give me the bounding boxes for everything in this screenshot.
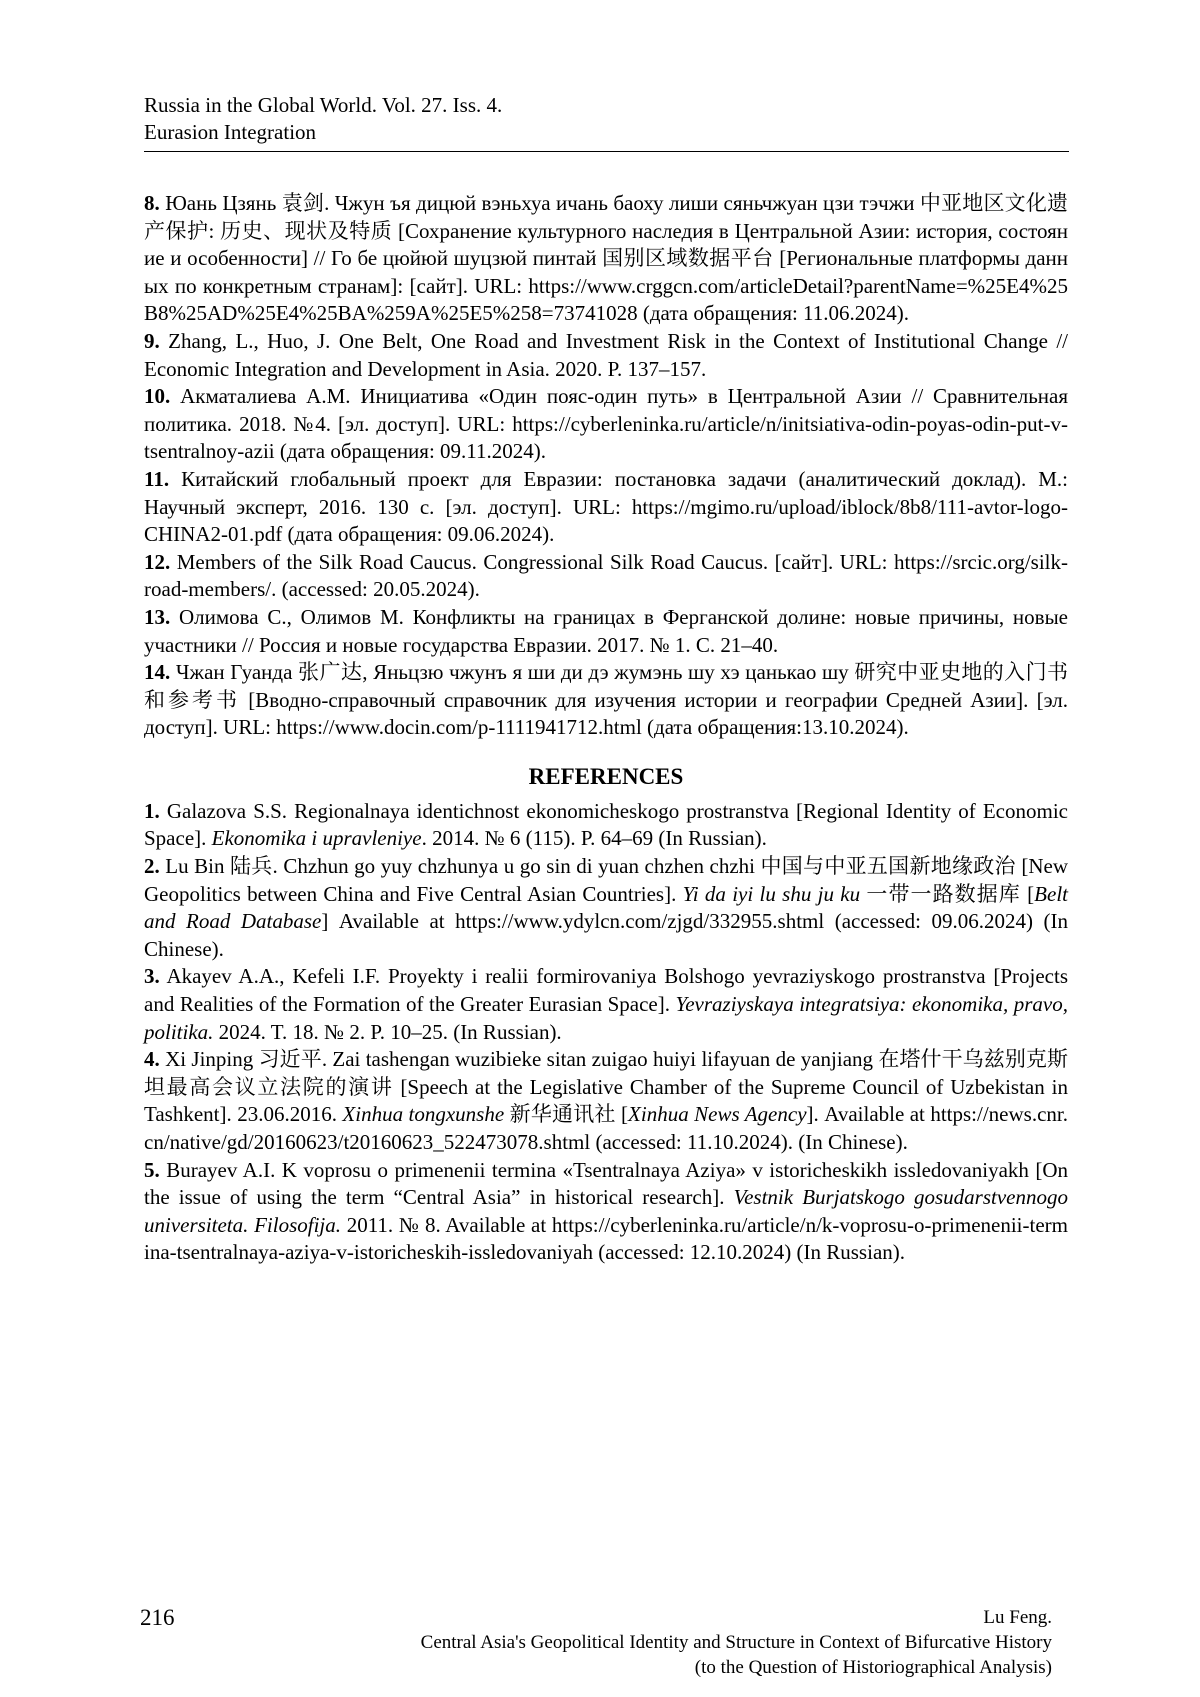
item-text: Юань Цзянь 袁剑. Чжун ъя дицюй вэньхуа ичань баоху лиши сяньчжуан цзи тэчжи 中亚地区文化遗产保护: 历史、现状及特质 [Сохранение культурного наследия в Центральной Азии: история, состояние и особенности] // Го бе цюйюй шуцзюй пинтай 国别区域数据平台 [Региональные платформы данных по конкретным странам]: [сайт]. URL: https://www.crggcn.com/articleDetail?parentName=%25E4%25B8%25AD%25E4%25BA%259A%25E5%258=73741028 (дата обращения: 11.06.2024). — [144, 191, 1068, 326]
item-text: Members of the Silk Road Caucus. Congressional Silk Road Caucus. [сайт]. URL: https://srcic.org/silk-road-members/. (accessed: 20.05.2024). — [144, 549, 1069, 602]
reference-list-continued — [144, 190, 1068, 742]
item-number: 3. — [144, 964, 160, 989]
reference-item — [144, 798, 1068, 853]
item-text: Олимова С., Олимов М. Конфликты на границах в Ферганской долине: новые причины, новые участники // Россия и новые государства Евразии. 2017. № 1. С. 21–40. — [144, 604, 1069, 657]
reference-item — [144, 963, 1068, 1046]
item-text: Xi Jinping 习近平. Zai tashengan wuzibieke sitan zuigao huiyi lifayuan de yanjiang 在塔什干乌兹别克斯坦最高会议立法院的演讲 [Speech at the Legislative Chamber of the Supreme Council of Uzbekistan in Tashkent]. 23.06.2016. — [144, 1047, 1069, 1127]
item-text: Китайский глобальный проект для Евразии: постановка задачи (аналитический доклад). М.: Научный эксперт, 2016. 130 с. [эл. доступ]. URL: https://mgimo.ru/upload/iblock/8b8/111-avtor-logo-CHINA2-01.pdf (дата обращения: 09.06.2024). — [144, 466, 1068, 547]
item-text: . 2014. № 6 (115). P. 64–69 (In Russian). — [421, 826, 767, 851]
item-number: 10. — [144, 384, 171, 409]
item-number: 14. — [144, 660, 171, 685]
item-number: 8. — [144, 191, 160, 215]
journal-title-italic: Ekonomika i upravleniye — [211, 826, 422, 851]
footer-title-line1: Central Asia's Geopolitical Identity and Structure in Context of Bifurcative History — [420, 1632, 1052, 1653]
header-rule — [144, 151, 1069, 152]
item-text: 2011. № 8. Available at https://cyberleninka.ru/article/n/k-voprosu-o-primenenii-termina-tsentralnaya-aziya-v-istoricheskih-issledovaniyah (accessed: 12.10.2024) (In Russian). — [144, 1212, 1068, 1265]
item-text: Burayev A.I. K voprosu o primenenii termina «Tsentralnaya Aziya» v istoricheskikh issledovaniyakh [On the issue of using the term “Central Asia” in historical research]. — [144, 1157, 1069, 1210]
running-footer — [252, 1605, 1052, 1680]
item-text: Galazova S.S. Regionalnaya identichnost ekonomicheskogo prostranstva [Regional Identity of Economic Space]. — [144, 798, 1068, 851]
references-list — [144, 798, 1068, 1267]
item-number: 5. — [144, 1157, 160, 1182]
item-text: 新华通讯社 [ — [504, 1102, 629, 1127]
reference-item — [144, 853, 1068, 963]
list-item — [144, 604, 1068, 659]
journal-title-italic: Vestnik Burjatskogo gosudarstvennogo universiteta. Filosofija. — [144, 1185, 1068, 1237]
item-text: 2024. T. 18. № 2. P. 10–25. (In Russian). — [213, 1019, 562, 1044]
item-text: Zhang, L., Huo, J. One Belt, One Road and Investment Risk in the Context of Institutional Change // Economic Integration and Development in Asia. 2020. P. 137–157. — [144, 328, 1069, 381]
journal-title: Russia in the Global World. Vol. 27. Iss. 4. — [144, 93, 503, 117]
running-header — [144, 92, 1069, 146]
journal-title-italic: Yevraziyskaya integratsiya: ekonomika, pravo, politika. — [144, 992, 1068, 1044]
item-number: 4. — [144, 1047, 160, 1072]
item-text: Акматалиева А.М. Инициатива «Один пояс-один путь» в Центральной Азии // Сравнительная политика. 2018. №4. [эл. доступ]. URL: https://cyberleninka.ru/article/n/initsiativa-odin-poyas-odin-put-v-tsentralnoy-azii (дата обращения: 09.11.2024). — [144, 384, 1068, 464]
source-title-italic: Yi da iyi lu shu ju ku — [682, 881, 861, 906]
item-number: 1. — [144, 798, 160, 823]
item-number: 13. — [144, 604, 171, 629]
list-item — [144, 466, 1068, 549]
footer-author: Lu Feng. — [983, 1607, 1052, 1628]
source-title-italic: Xinhua tongxunshe — [342, 1102, 505, 1127]
source-title-italic: Belt and Road Database — [144, 881, 1068, 934]
item-number: 12. — [144, 549, 171, 574]
list-item — [144, 328, 1068, 383]
item-number: 2. — [144, 854, 160, 879]
reference-item — [144, 1157, 1068, 1267]
item-number: 9. — [144, 328, 160, 353]
page-number: 216 — [140, 1605, 175, 1630]
item-text: 一带一路数据库 [ — [860, 881, 1035, 906]
list-item — [144, 190, 1068, 328]
source-title-italic: Xinhua News Agency — [628, 1102, 807, 1127]
item-text: ] Available at https://www.ydylcn.com/zjgd/332955.shtml (accessed: 09.06.2024) (In Chinese). — [144, 909, 1069, 961]
list-item — [144, 659, 1068, 742]
footer-title-line2: (to the Question of Historiographical Analysis) — [694, 1657, 1052, 1678]
item-text: Чжан Гуанда 张广达, Яньцзю чжунъ я ши ди дэ жумэнь шу хэ цанькао шу 研究中亚史地的入门书和参考书 [Вводно-справочный справочник для изучения истории и географии Средней Азии]. [эл. доступ]. URL: https://www.docin.com/p-1111941712.html (дата обращения:13.10.2024). — [144, 660, 1068, 740]
item-text: ]. Available at https://news.cnr.cn/native/gd/20160623/t20160623_522473078.shtml (accessed: 11.10.2024). (In Chinese). — [144, 1102, 1068, 1154]
list-item — [144, 549, 1068, 604]
references-heading: REFERENCES — [528, 763, 684, 789]
item-number: 11. — [144, 466, 170, 491]
reference-item — [144, 1046, 1068, 1156]
item-text: Akayev A.A., Kefeli I.F. Proyekty i realii formirovaniya Bolshogo yevraziyskogo prostranstva [Projects and Realities of the Formation of the Greater Eurasian Space]. — [144, 964, 1068, 1017]
list-item — [144, 383, 1068, 466]
page-body — [144, 190, 1068, 1267]
item-text: Lu Bin 陆兵. Chzhun go yuy chzhunya u go sin di yuan chzhen chzhi 中国与中亚五国新地缘政治 [New Geopolitics between China and Five Central Asian Countries]. — [144, 854, 1068, 906]
section-title: Eurasion Integration — [144, 120, 317, 144]
